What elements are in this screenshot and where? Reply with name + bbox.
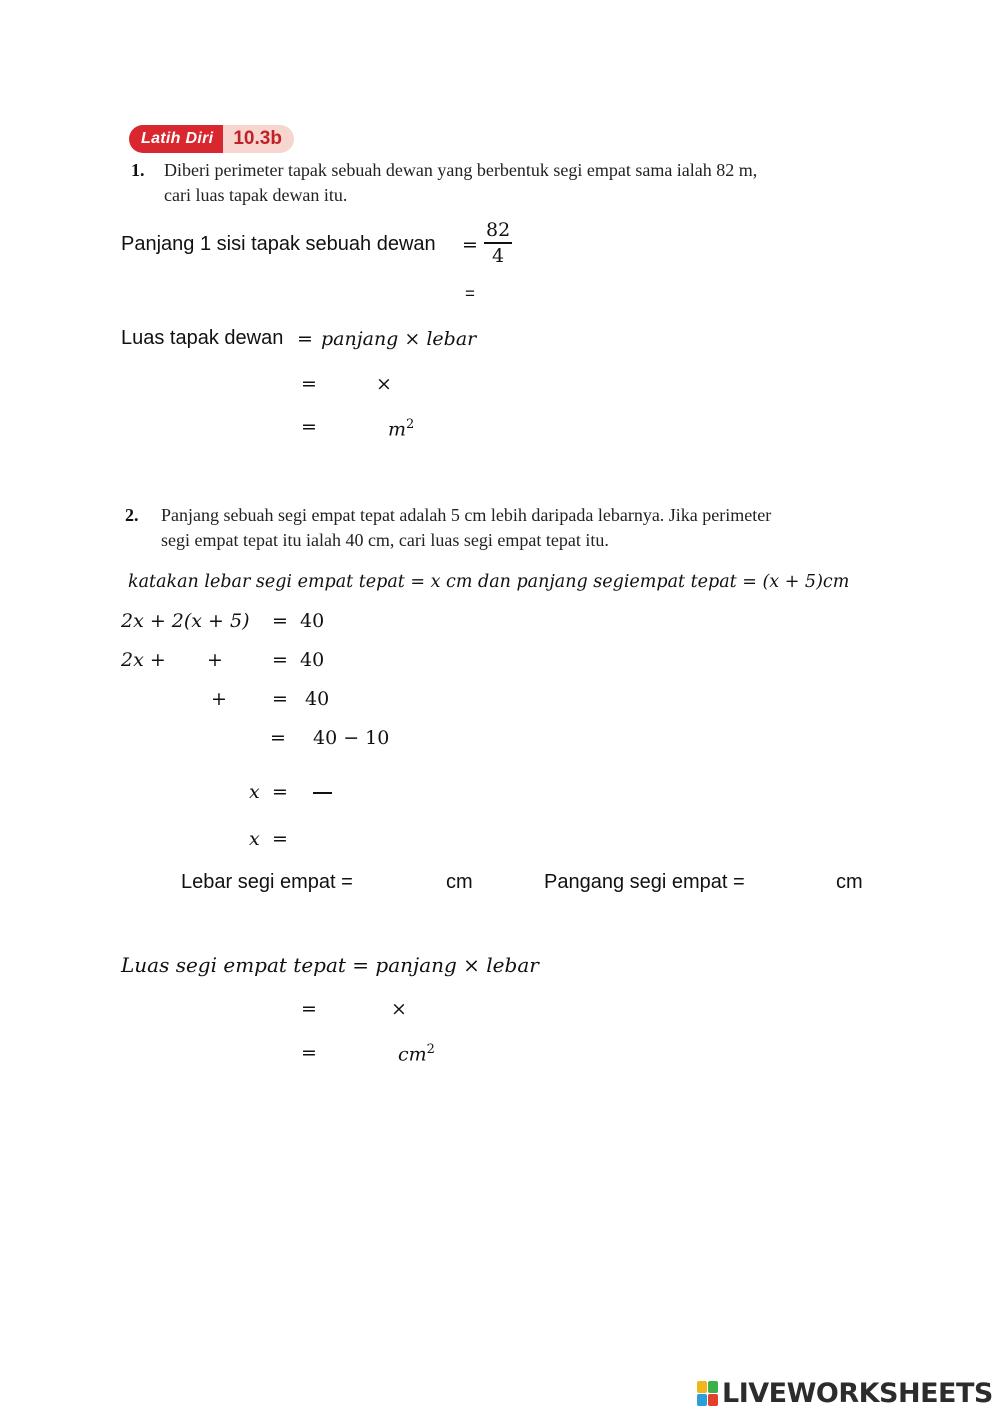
q2-step1-equals: = [272,610,288,632]
q2-area-row1-times: × [391,998,407,1020]
q2-width-label: Lebar segi empat = [181,871,353,893]
q1-row1-times: × [376,373,392,395]
q2-step5-fraction-bar [313,792,332,794]
q1-area-formula: panjang × lebar [321,328,477,350]
liveworksheets-watermark [697,1378,993,1409]
q2-text-line1: Panjang sebuah segi empat tepat adalah 5 cm lebih daripada lebarnya. Jika perimeter [161,505,772,525]
badge-number: 10.3b [223,125,294,153]
q2-step3-plus: + [211,688,227,710]
q2-number: 2. [125,505,139,525]
q2-unit-sup: 2 [426,1042,435,1057]
q2-step1-left: 2x + 2(x + 5) [121,610,250,632]
q2-unit-cm: cm [398,1043,427,1066]
q2-step2-left: 2x + [121,649,166,671]
q2-step5-equals: = [272,781,288,803]
q2-area-label: Luas segi empat tepat = panjang × lebar [121,953,539,977]
q2-step2-plus: + [207,649,223,671]
q2-area-row2-equals: = [301,1042,317,1064]
q2-step2-right: 40 [300,649,325,671]
q1-row2-unit [388,417,414,440]
q1-fraction [484,220,512,266]
q1-area-equals: = [297,328,313,350]
q1-fraction-numerator: 82 [486,219,511,241]
q1-unit-m: m [388,418,407,441]
q2-step1-right: 40 [300,610,325,632]
liveworksheets-logo-icon [697,1381,719,1407]
badge-label: Latih Diri [129,125,223,153]
liveworksheets-text: LIVEWORKSHEETS [722,1378,993,1409]
q2-text-line2: segi empat tepat itu ialah 40 cm, cari luas segi empat tepat itu. [161,530,609,550]
q1-side-label: Panjang 1 sisi tapak sebuah dewan [121,233,436,255]
q1-equals: = [462,234,478,256]
exercise-badge [129,125,294,153]
q2-step6-equals: = [272,828,288,850]
q2-width-unit: cm [446,871,473,893]
q1-text-line1: Diberi perimeter tapak sebuah dewan yang berbentuk segi empat sama ialah 82 m, [164,160,758,180]
q1-number: 1. [131,160,145,180]
q2-step4-right: 40 − 10 [313,727,390,749]
q2-length-unit: cm [836,871,863,893]
q1-equals-2: = [465,284,475,303]
q1-row2-equals: = [301,416,317,438]
q2-step4-equals: = [270,727,286,749]
q2-step5-x: x [249,781,260,803]
q1-fraction-bar [484,242,512,244]
q2-step3-right: 40 [305,688,330,710]
q2-area-row1-equals: = [301,998,317,1020]
q1-row1-equals: = [301,373,317,395]
q2-step2-equals: = [272,649,288,671]
q2-step3-equals: = [272,688,288,710]
q1-unit-sup: 2 [406,417,415,432]
q1-fraction-denominator: 4 [492,244,505,267]
q1-area-label: Luas tapak dewan [121,327,284,349]
q2-step6-x: x [249,828,260,850]
q2-length-label: Pangang segi empat = [544,871,745,893]
q2-let-statement: katakan lebar segi empat tepat = x cm dan panjang segiempat tepat = (x + 5)cm [128,572,850,592]
q2-area-row2-unit [398,1042,435,1065]
q1-text-line2: cari luas tapak dewan itu. [164,185,348,205]
